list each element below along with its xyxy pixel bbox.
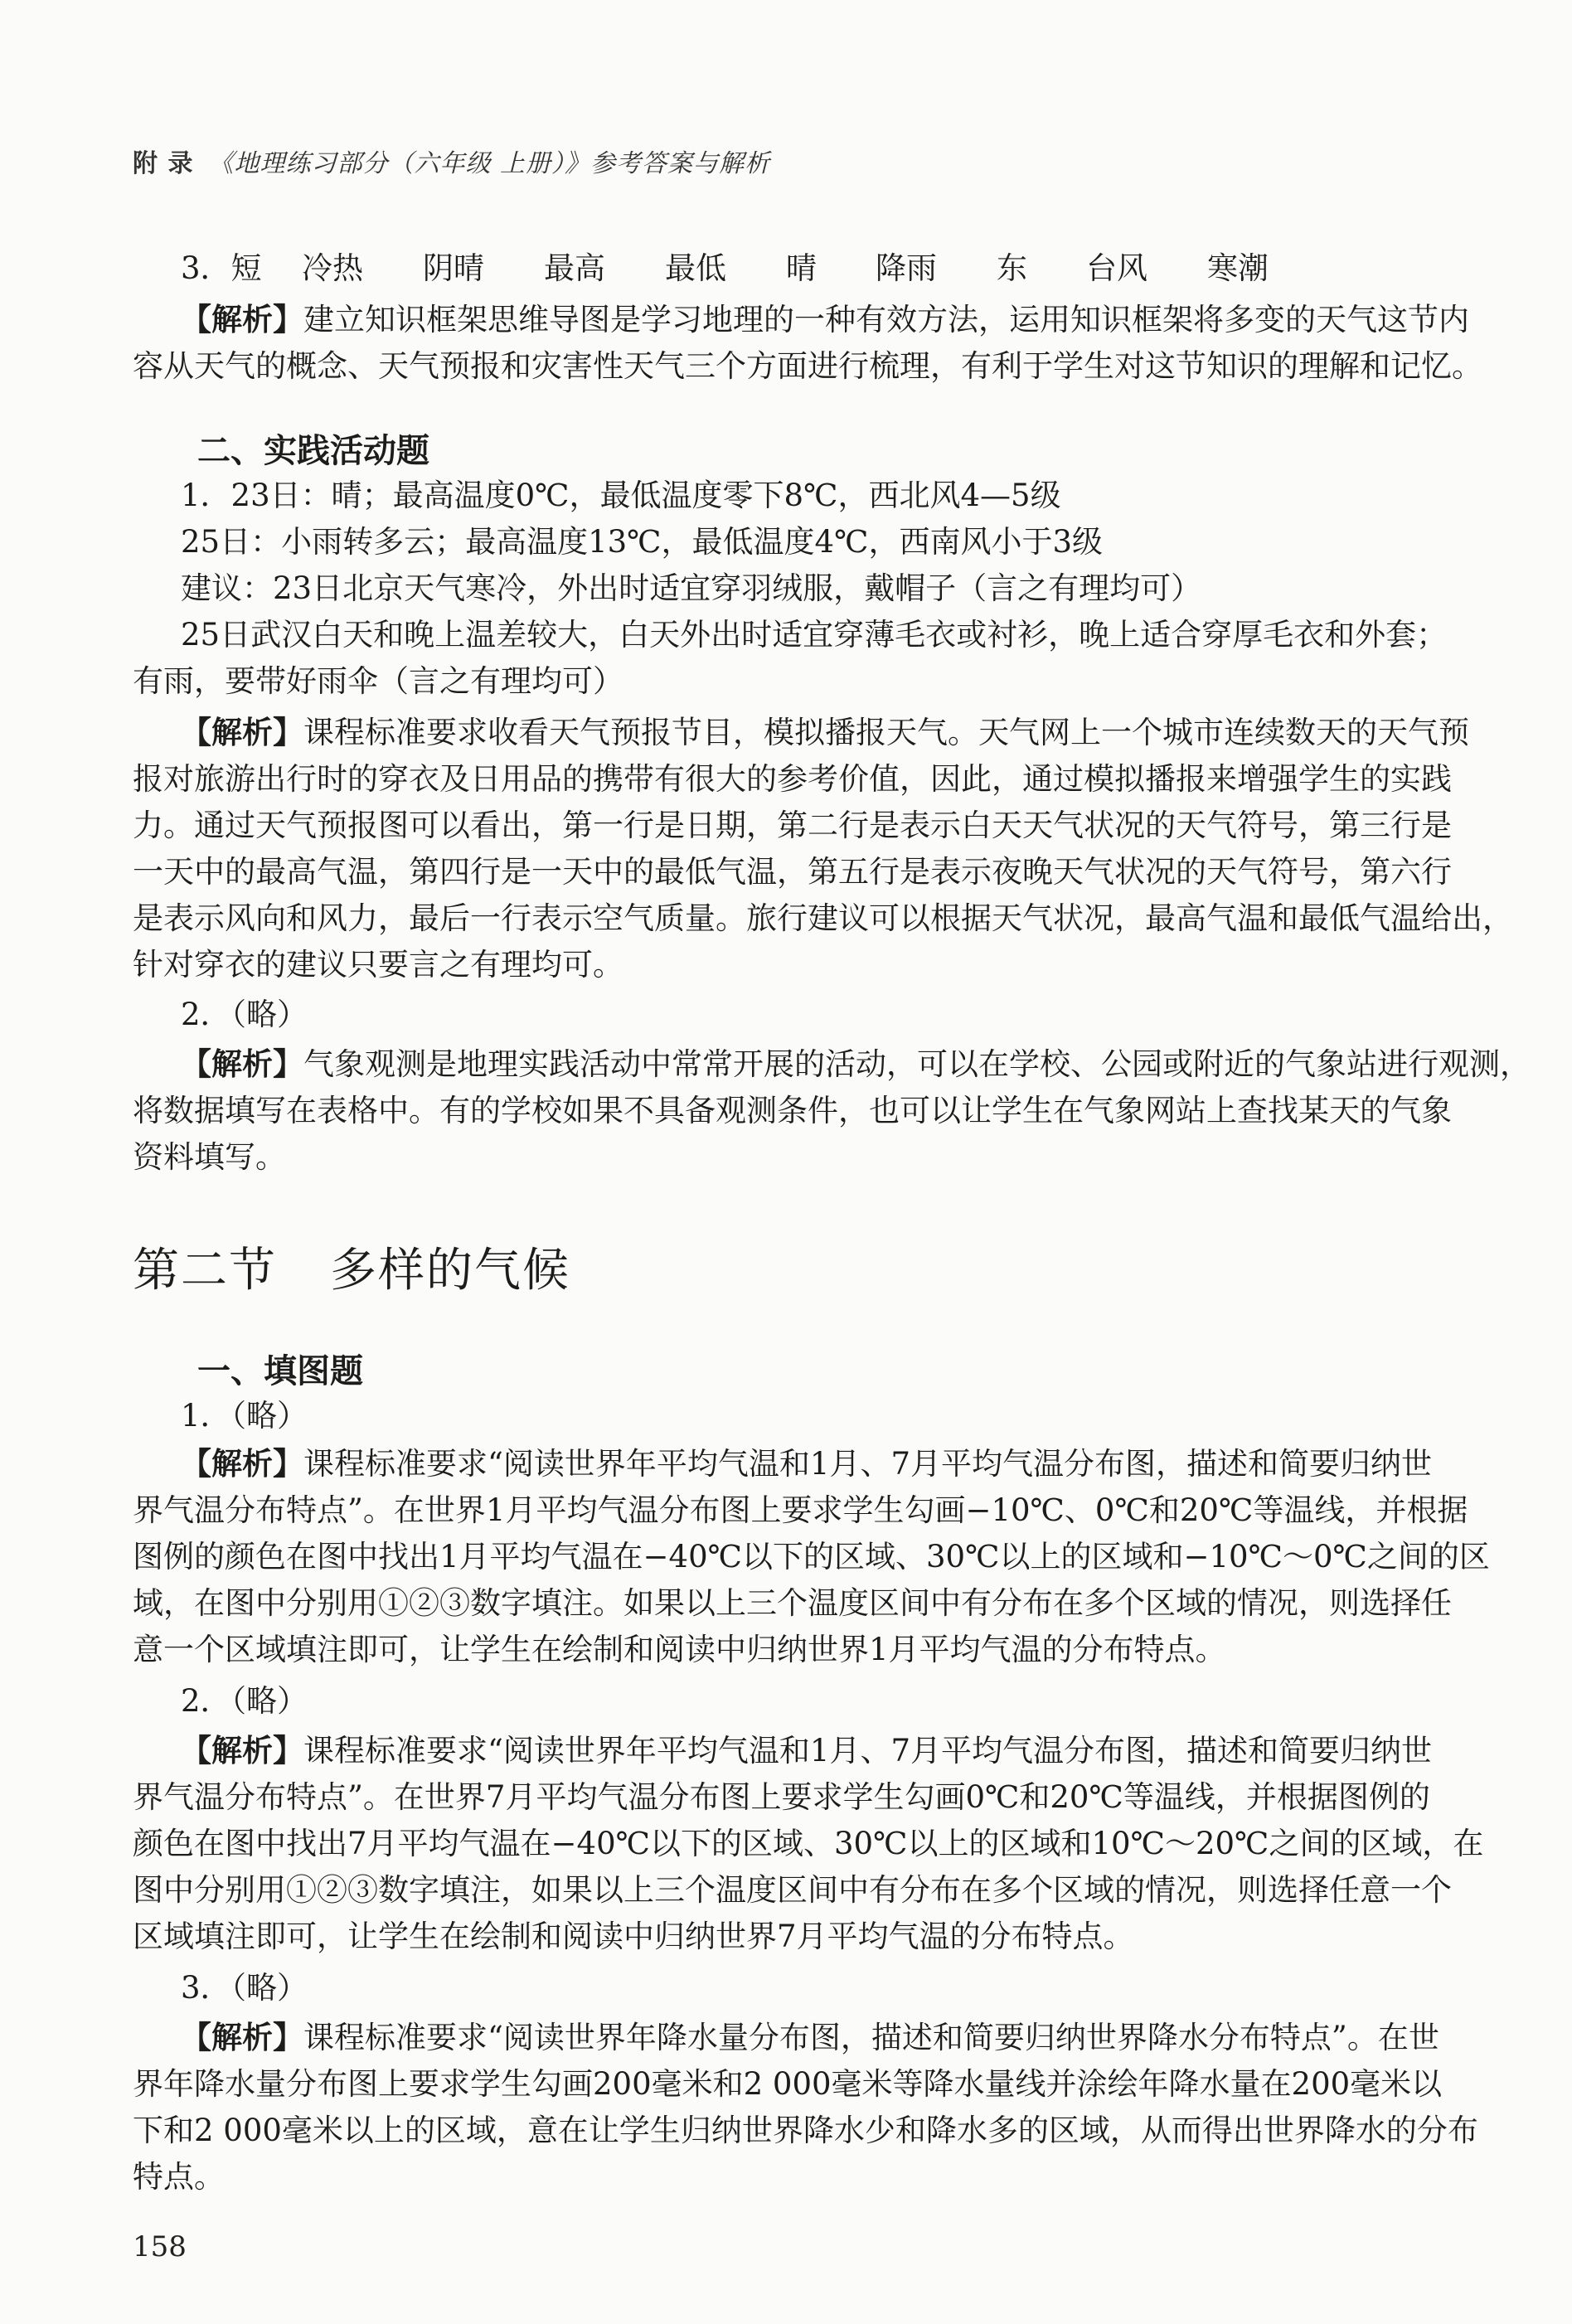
page-number: 158	[133, 2230, 187, 2263]
paragraph-text: 课程标准要求收看天气预报节目，模拟播报天气。天气网上一个城市连续数天的天气预	[303, 715, 1469, 750]
analysis-6-line	[181, 2015, 1458, 2061]
paragraph-line: 力。通过天气预报图可以看出，第一行是日期，第二行是表示白天天气状况的天气符号，第三行是	[133, 808, 1452, 843]
paragraph-line: 是表示风向和风力，最后一行表示空气质量。旅行建议可以根据天气状况，最高气温和最低气温给出，	[133, 900, 1513, 936]
paragraph-line: 资料填写。	[133, 1139, 286, 1175]
paragraph-line: 特点。	[133, 2159, 225, 2195]
paragraph-line: 报对旅游出行时的穿衣及日用品的携带有很大的参考价值，因此，通过模拟播报来增强学生的实践	[133, 761, 1452, 797]
paragraph-line: 界气温分布特点”。在世界1月平均气温分布图上要求学生勾画−10℃、0℃和20℃等温线，并根据	[133, 1492, 1468, 1528]
paragraph-line: 颜色在图中找出7月平均气温在−40℃以下的区域、30℃以上的区域和10℃～20℃之间的区域，在	[133, 1826, 1484, 1861]
analysis-label: 【解析】	[181, 2020, 303, 2055]
answer-term: 东	[997, 250, 1027, 286]
answer-term: 晴	[786, 250, 817, 286]
analysis-5-line	[181, 1728, 1458, 1774]
paragraph-line: 针对穿衣的建议只要言之有理均可。	[133, 947, 623, 982]
header-subtitle: 《地理练习部分（六年级 上册）》参考答案与解析	[208, 149, 770, 178]
answer-term: 寒潮	[1207, 250, 1269, 286]
paragraph-line: 图中分别用①②③数字填注，如果以上三个温度区间中有分布在多个区域的情况，则选择任意一个	[133, 1872, 1452, 1908]
section-number: 第二节	[133, 1244, 277, 1298]
answer-term: 最高	[544, 250, 605, 286]
analysis-label: 【解析】	[181, 1446, 303, 1482]
section-heading-practice: 二、实践活动题	[197, 432, 429, 470]
answer-term: 台风	[1086, 250, 1147, 286]
paragraph-line: 界气温分布特点”。在世界7月平均气温分布图上要求学生勾画0℃和20℃等温线，并根据图例的	[133, 1779, 1430, 1815]
chapter-section-title	[133, 1234, 570, 1300]
paragraph-line: 域，在图中分别用①②③数字填注。如果以上三个温度区间中有分布在多个区域的情况，则选择任	[133, 1585, 1452, 1621]
paragraph-text: 课程标准要求“阅读世界年平均气温和1月、7月平均气温分布图，描述和简要归纳世	[303, 1733, 1432, 1768]
paragraph-line: 一天中的最高气温，第四行是一天中的最低气温，第五行是表示夜晚天气状况的天气符号，第六行	[133, 854, 1452, 890]
appendix-tag: 附 录	[133, 149, 194, 178]
paragraph-line: 1．23日：晴；最高温度0℃，最低温度零下8℃，西北风4—5级	[181, 478, 1061, 513]
paragraph-line: 容从天气的概念、天气预报和灾害性天气三个方面进行梳理，有利于学生对这节知识的理解和记忆。	[133, 348, 1482, 384]
paragraph-line: 有雨，要带好雨伞（言之有理均可）	[133, 663, 623, 699]
answer-term: 阴晴	[423, 250, 484, 286]
analysis-label: 【解析】	[181, 302, 303, 337]
paragraph-line: 区域填注即可，让学生在绘制和阅读中归纳世界7月平均气温的分布特点。	[133, 1919, 1134, 1954]
paragraph-text: 课程标准要求“阅读世界年平均气温和1月、7月平均气温分布图，描述和简要归纳世	[303, 1446, 1432, 1482]
paragraph-line: 界年降水量分布图上要求学生勾画200毫米和2 000毫米等降水量线并涂绘年降水量在200毫米以	[133, 2066, 1443, 2102]
answer-term: 最低	[665, 250, 726, 286]
analysis-label: 【解析】	[181, 1733, 303, 1768]
paragraph-text: 建立知识框架思维导图是学习地理的一种有效方法，运用知识框架将多变的天气这节内	[303, 302, 1469, 337]
section-title: 多样的气候	[330, 1244, 570, 1298]
paragraph-line: 建议：23日北京天气寒冷，外出时适宜穿羽绒服，戴帽子（言之有理均可）	[181, 570, 1202, 606]
paragraph-line: 2．（略）	[181, 1683, 308, 1719]
paragraph-line: 2．（略）	[181, 997, 308, 1032]
analysis-2-line	[181, 710, 1469, 756]
answer-term: 降雨	[876, 250, 937, 286]
paragraph-line: 1．（略）	[181, 1398, 308, 1434]
paragraph-line: 3．（略）	[181, 1970, 308, 2006]
paragraph-line: 将数据填写在表格中。有的学校如果不具备观测条件，也可以让学生在气象网站上查找某天的气象	[133, 1093, 1452, 1128]
paragraph-text: 课程标准要求“阅读世界年降水量分布图，描述和简要归纳世界降水分布特点”。在世	[303, 2020, 1439, 2055]
paragraph-line: 图例的颜色在图中找出1月平均气温在−40℃以下的区域、30℃以上的区域和−10℃～0℃之间的区	[133, 1539, 1490, 1574]
paragraph-text: 气象观测是地理实践活动中常常开展的活动，可以在学校、公园或附近的气象站进行观测，	[303, 1046, 1531, 1082]
paragraph-line: 25日：小雨转多云；最高温度13℃，最低温度4℃，西南风小于3级	[181, 524, 1104, 560]
paragraph-line: 下和2 000毫米以上的区域，意在让学生归纳世界降水少和降水多的区域，从而得出世界降水的分布	[133, 2113, 1478, 2148]
answer-row-3	[181, 245, 1458, 292]
answer-term: 冷热	[302, 250, 363, 286]
analysis-1-line	[181, 297, 1469, 343]
section-heading-fill: 一、填图题	[197, 1352, 363, 1390]
paragraph-line: 25日武汉白天和晚上温差较大，白天外出时适宜穿薄毛衣或衬衫，晚上适合穿厚毛衣和外套；	[181, 617, 1448, 653]
answer-term: 3．短	[181, 250, 262, 286]
running-header	[133, 143, 770, 179]
analysis-4-line	[181, 1441, 1458, 1487]
analysis-label: 【解析】	[181, 1046, 303, 1082]
analysis-label: 【解析】	[181, 715, 303, 750]
analysis-3-line	[181, 1041, 1531, 1088]
paragraph-line: 意一个区域填注即可，让学生在绘制和阅读中归纳世界1月平均气温的分布特点。	[133, 1632, 1226, 1667]
